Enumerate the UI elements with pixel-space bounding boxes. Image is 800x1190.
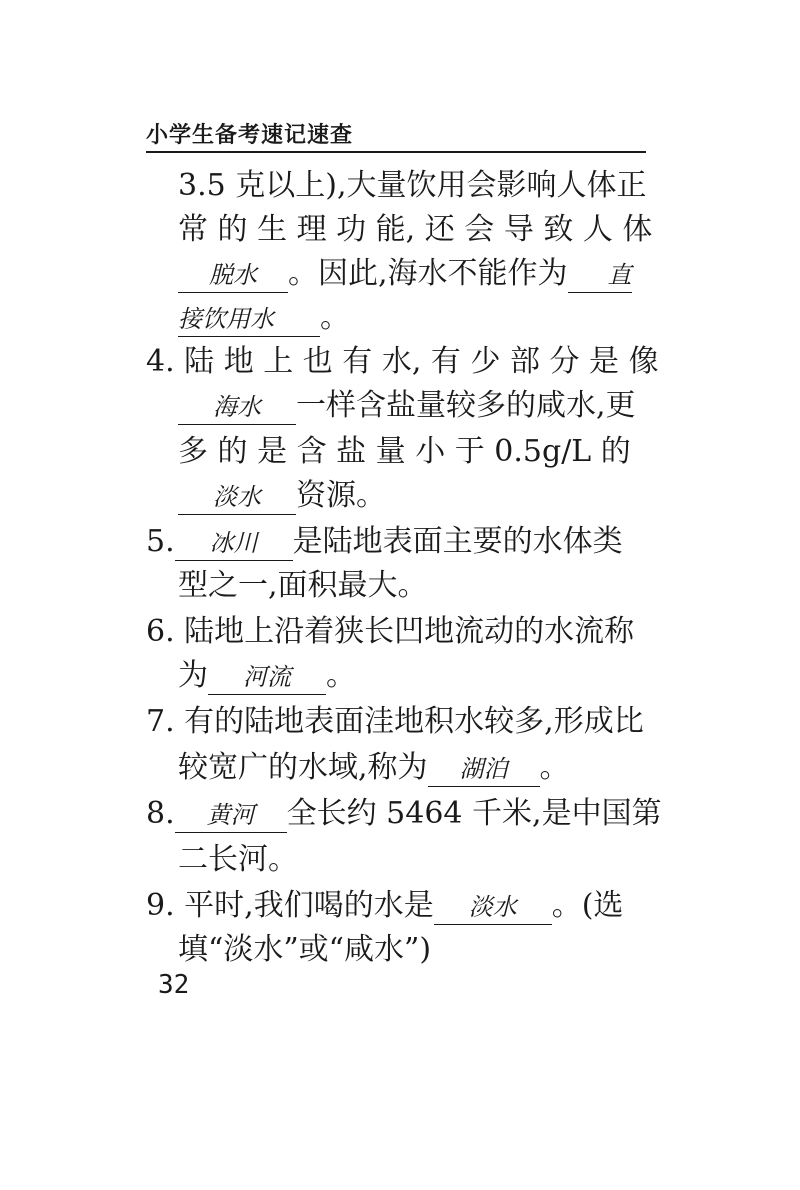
question-6-line: 6. 陆地上沿着狭长凹地流动的水流称 <box>146 614 635 649</box>
answer-blank: 直 <box>568 258 632 293</box>
text-line <box>178 748 570 788</box>
answer-blank: 冰川 <box>175 526 293 561</box>
question-8-line <box>146 794 662 834</box>
text-segment: 资源。 <box>296 478 386 513</box>
text-segment: 一样含盐量较多的咸水,更 <box>296 388 636 423</box>
text-segment: 是陆地表面主要的水体类 <box>292 524 623 559</box>
text-segment: 较宽广的水域,称为 <box>178 750 428 785</box>
text-segment: 。 <box>320 300 350 335</box>
text-line: 二长河。 <box>178 842 298 877</box>
answer-blank: 海水 <box>178 390 296 425</box>
text-line <box>178 386 636 426</box>
answer-blank: 河流 <box>208 660 326 695</box>
header-rule <box>146 151 646 153</box>
text-line: 型之一,面积最大。 <box>178 568 428 603</box>
text-line <box>178 298 350 338</box>
text-segment: 为 <box>178 658 208 693</box>
text-line: 多 的 是 含 盐 量 小 于 0.5g/L 的 <box>178 434 631 469</box>
answer-blank: 黄河 <box>175 798 287 833</box>
text-line: 填“淡水”或“咸水”) <box>178 932 432 967</box>
text-segment: 9. 平时,我们喝的水是 <box>146 888 434 923</box>
text-line <box>178 656 356 696</box>
answer-blank: 淡水 <box>434 890 552 925</box>
text-line: 3.5 克以上),大量饮用会影响人体正 <box>178 168 647 203</box>
page-header-title: 小学生备考速记速查 <box>146 123 354 148</box>
text-line: 常 的 生 理 功 能, 还 会 导 致 人 体 <box>178 212 653 247</box>
question-4-line: 4. 陆 地 上 也 有 水, 有 少 部 分 是 像 <box>146 344 659 379</box>
text-line <box>178 254 632 294</box>
question-7-line: 7. 有的陆地表面洼地积水较多,形成比 <box>146 704 644 739</box>
question-number: 8. <box>146 796 175 831</box>
page-number: 32 <box>158 970 190 1000</box>
text-line <box>178 476 386 516</box>
question-5-line <box>146 522 623 562</box>
text-segment: 。 <box>539 750 570 785</box>
question-9-line <box>146 886 623 926</box>
answer-blank: 淡水 <box>178 480 296 515</box>
text-segment: 。因此,海水不能作为 <box>288 256 568 291</box>
text-segment: 。 <box>326 658 356 693</box>
text-segment: 全长约 5464 千米,是中国第 <box>286 796 662 831</box>
answer-blank: 接饮用水 <box>178 302 320 337</box>
text-segment: 。(选 <box>551 888 624 923</box>
answer-blank: 湖泊 <box>428 752 540 787</box>
answer-blank: 脱水 <box>178 258 288 293</box>
question-number: 5. <box>146 524 175 559</box>
